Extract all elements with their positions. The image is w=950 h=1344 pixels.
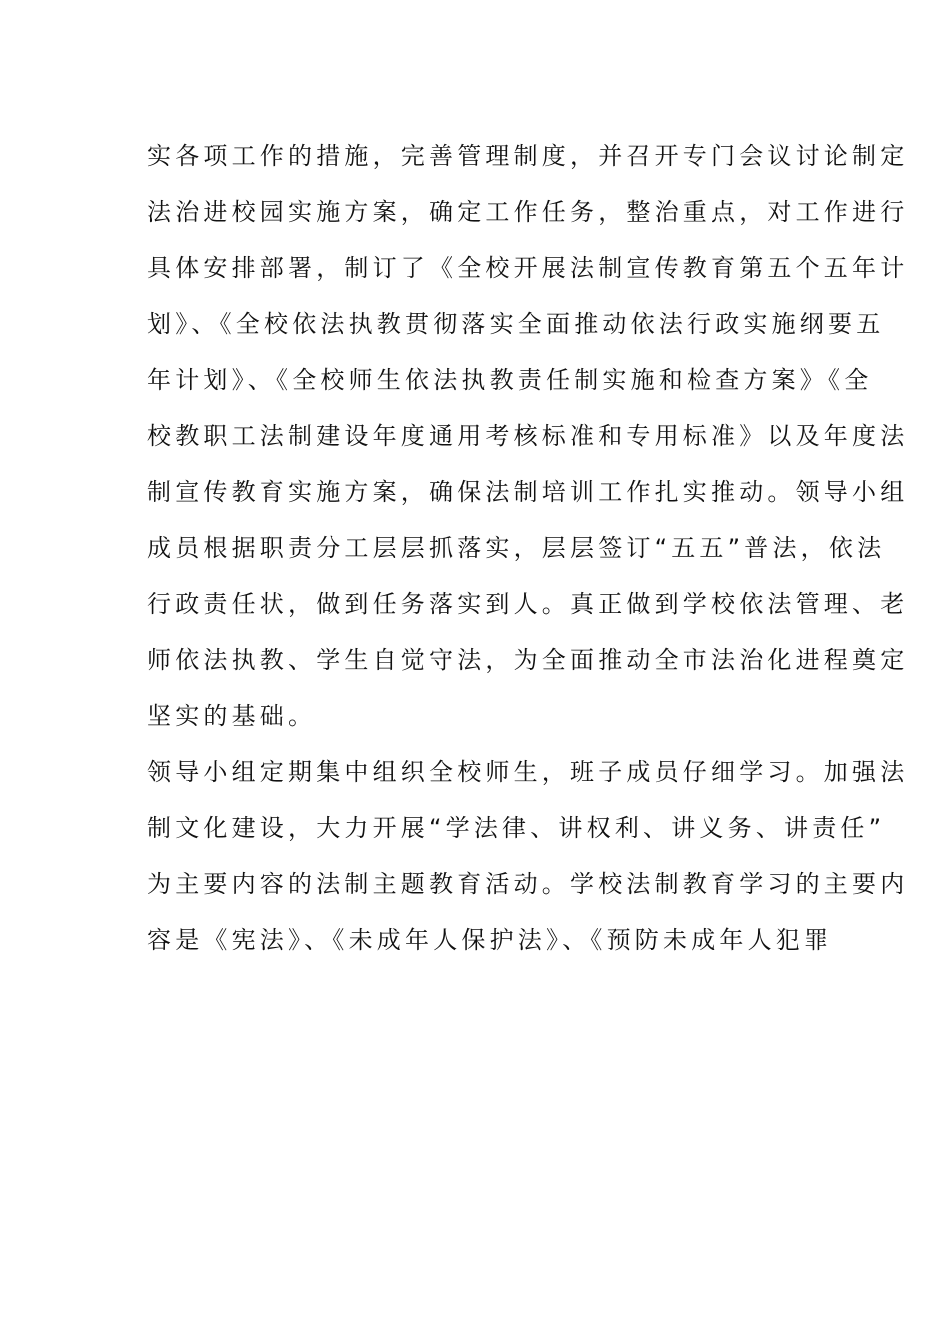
text-line: 为主要内容的法制主题教育活动。学校法制教育学习的主要内 (147, 870, 909, 898)
text-line: 校教职工法制建设年度通用考核标准和专用标准》以及年度法 (147, 422, 909, 450)
text-line: 制文化建设，大力开展“学法律、讲权利、讲义务、讲责任” (147, 814, 886, 842)
text-line: 年计划》、《全校师生依法执教责任制实施和检查方案》《全 (147, 366, 873, 394)
text-line: 行政责任状，做到任务落实到人。真正做到学校依法管理、老 (147, 590, 909, 618)
text-line: 制宣传教育实施方案，确保法制培训工作扎实推动。领导小组 (147, 478, 909, 506)
text-line: 划》、《全校依法执教贯彻落实全面推动依法行政实施纲要五 (147, 310, 885, 338)
text-line: 坚实的基础。 (147, 702, 317, 730)
text-line: 领导小组定期集中组织全校师生，班子成员仔细学习。加强法 (147, 758, 909, 786)
document-body (147, 128, 909, 968)
text-line: 实各项工作的措施，完善管理制度，并召开专门会议讨论制定 (147, 142, 909, 170)
text-line: 具体安排部署，制订了《全校开展法制宣传教育第五个五年计 (147, 254, 909, 282)
text-line: 成员根据职责分工层层抓落实，层层签订“五五”普法，依法 (147, 534, 886, 562)
text-line: 容是《宪法》、《未成年人保护法》、《预防未成年人犯罪 (147, 926, 833, 954)
text-line: 法治进校园实施方案，确定工作任务，整治重点，对工作进行 (147, 198, 909, 226)
text-line: 师依法执教、学生自觉守法，为全面推动全市法治化进程奠定 (147, 646, 909, 674)
